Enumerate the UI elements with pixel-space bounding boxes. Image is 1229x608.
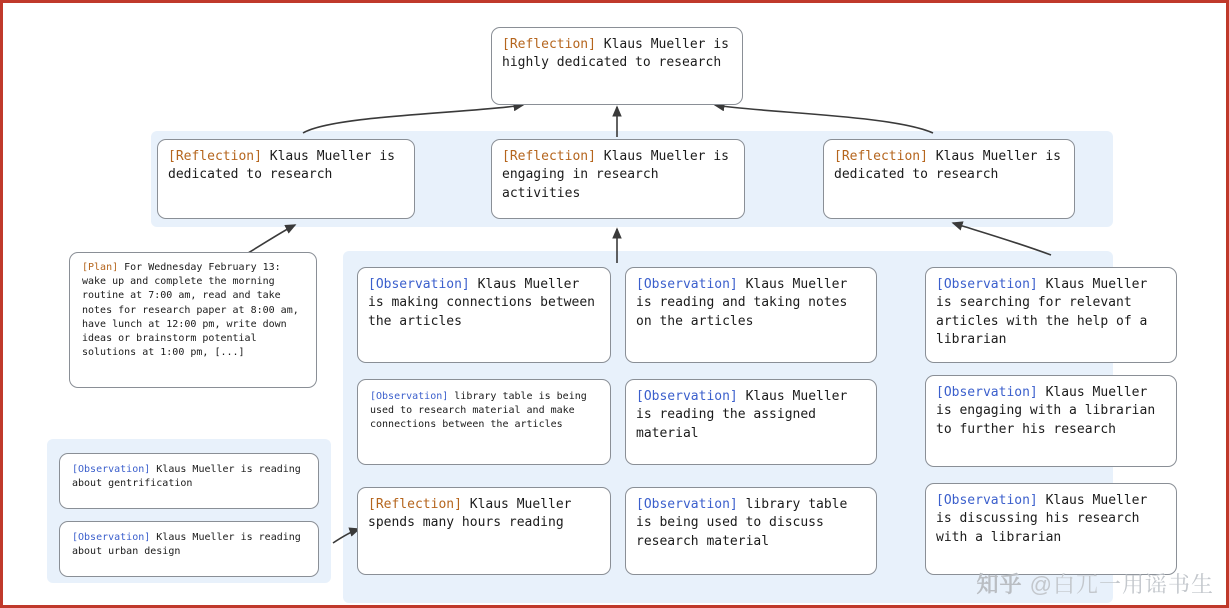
- node-text: Klaus Mueller is reading the assigned material: [636, 389, 848, 441]
- node-leaf-b1-observation[interactable]: [357, 267, 611, 363]
- node-text: Klaus Mueller is reading about gentrification: [72, 464, 301, 490]
- node-tag: [Observation]: [936, 493, 1038, 508]
- node-text: Klaus Mueller is engaging with a librarian to further his research: [936, 385, 1156, 437]
- node-leaf-a2-observation[interactable]: [59, 521, 319, 577]
- node-text: Klaus Mueller is engaging in research activities: [502, 149, 729, 201]
- node-leaf-c3-observation[interactable]: [625, 487, 877, 575]
- watermark: [977, 568, 1214, 599]
- node-tag: [Observation]: [72, 532, 151, 543]
- node-text: library table is being used to discuss research material: [636, 497, 848, 549]
- node-tag: [Observation]: [936, 385, 1038, 400]
- node-tag: [Plan]: [82, 262, 119, 273]
- node-tag: [Observation]: [72, 464, 151, 475]
- node-text: Klaus Mueller spends many hours reading: [368, 497, 572, 531]
- node-leaf-d2-observation[interactable]: [925, 375, 1177, 467]
- node-leaf-c1-observation[interactable]: [625, 267, 877, 363]
- node-text: library table is being used to research material and make connections between the articles: [370, 391, 587, 431]
- node-tag: [Observation]: [370, 391, 449, 402]
- node-tag: [Reflection]: [502, 37, 596, 52]
- node-plan[interactable]: [69, 252, 317, 388]
- node-leaf-a1-observation[interactable]: [59, 453, 319, 509]
- node-text: Klaus Mueller is highly dedicated to research: [502, 37, 729, 71]
- node-tag: [Observation]: [936, 277, 1038, 292]
- node-tag: [Reflection]: [502, 149, 596, 164]
- watermark-text: @白兀一用谣书生: [1029, 572, 1214, 597]
- node-text: Klaus Mueller is dedicated to research: [834, 149, 1061, 183]
- node-mid-left-reflection[interactable]: [157, 139, 415, 219]
- node-leaf-d3-observation[interactable]: [925, 483, 1177, 575]
- watermark-logo: 知乎: [976, 572, 1023, 597]
- node-root-reflection[interactable]: [491, 27, 743, 105]
- node-leaf-d1-observation[interactable]: [925, 267, 1177, 363]
- node-text: Klaus Mueller is reading about urban design: [72, 532, 301, 558]
- node-tag: [Observation]: [636, 277, 738, 292]
- node-tag: [Observation]: [636, 497, 738, 512]
- node-text: Klaus Mueller is making connections between the articles: [368, 277, 595, 329]
- node-tag: [Observation]: [368, 277, 470, 292]
- node-mid-right-reflection[interactable]: [823, 139, 1075, 219]
- node-tag: [Observation]: [636, 389, 738, 404]
- node-leaf-c2-observation[interactable]: [625, 379, 877, 465]
- node-mid-center-reflection[interactable]: [491, 139, 745, 219]
- node-leaf-b2-observation[interactable]: [357, 379, 611, 465]
- node-tag: [Reflection]: [834, 149, 928, 164]
- node-text: Klaus Mueller is dedicated to research: [168, 149, 395, 183]
- node-leaf-b3-reflection[interactable]: [357, 487, 611, 575]
- node-text: For Wednesday February 13: wake up and complete the morning routine at 7:00 am, read and take notes for research paper at 8:00 am, have lunch at 12:00 pm, write down ideas or brainstorm potential solutions at 1:00 pm, [...]: [82, 262, 299, 359]
- node-text: Klaus Mueller is discussing his research with a librarian: [936, 493, 1148, 545]
- node-text: Klaus Mueller is searching for relevant articles with the help of a librarian: [936, 277, 1148, 348]
- node-text: Klaus Mueller is reading and taking notes on the articles: [636, 277, 848, 329]
- node-tag: [Reflection]: [368, 497, 462, 512]
- node-tag: [Reflection]: [168, 149, 262, 164]
